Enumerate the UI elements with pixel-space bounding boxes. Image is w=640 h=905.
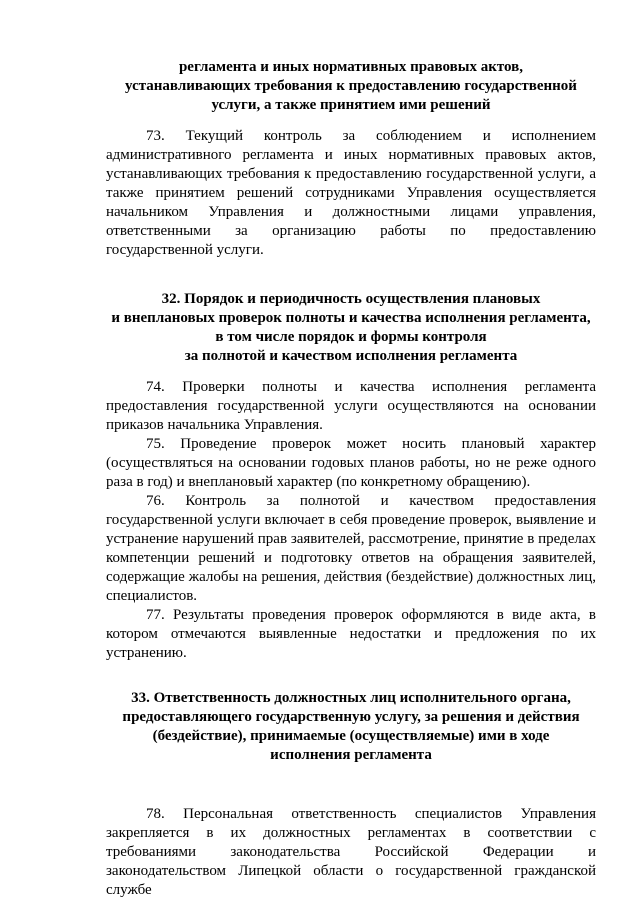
heading-line: за полнотой и качеством исполнения регламента <box>184 348 518 364</box>
heading-line: предоставляющего государственную услугу, за решения и действия <box>122 709 580 725</box>
section-heading-32 <box>106 290 596 366</box>
section-heading-top <box>106 58 596 115</box>
section-heading-33 <box>106 689 596 765</box>
heading-line: и внеплановых проверок полноты и качества исполнения регламента, <box>111 310 591 326</box>
heading-line: услуги, а также принятием ими решений <box>211 97 491 113</box>
paragraph-74: 74. Проверки полноты и качества исполнения регламента предоставления государственной услуги осуществляются на основании приказов начальника Управления. <box>106 379 596 433</box>
heading-line: устанавливающих требования к предоставлению государственной <box>125 78 577 94</box>
paragraph-77: 77. Результаты проведения проверок оформляются в виде акта, в котором отмечаются выявленные недостатки и предложения по их устранению. <box>106 607 596 661</box>
heading-line: 33. Ответственность должностных лиц исполнительного органа, <box>131 690 571 706</box>
paragraph-73: 73. Текущий контроль за соблюдением и исполнением административного регламента и иных нормативных правовых актов, устанавливающих требования к предоставлению государственной услуги, а также принятием решений сотрудниками Управления осуществляется начальником Управления и должностными лицами управления, ответственными за организацию работы по предоставлению государственной услуги. <box>106 128 596 258</box>
heading-line: регламента и иных нормативных правовых актов, <box>178 59 524 75</box>
paragraph-78: 78. Персональная ответственность специалистов Управления закрепляется в их должностных регламентах в соответствии с требованиями законодательства Российской Федерации и законодательством Липецкой области о государственной гражданской службе <box>106 806 596 898</box>
heading-line: (бездействие), принимаемые (осуществляемые) ими в ходе <box>152 728 550 744</box>
heading-line: исполнения регламента <box>270 747 432 763</box>
heading-line: 32. Порядок и периодичность осуществления плановых <box>161 291 541 307</box>
document-page <box>106 58 596 900</box>
paragraph-76: 76. Контроль за полнотой и качеством предоставления государственной услуги включает в себя проведение проверок, выявление и устранение нарушений прав заявителей, рассмотрение, принятие в пределах компетенции решений и подготовку ответов на обращения заявителей, содержащие жалобы на решения, действия (бездействие) должностных лиц, специалистов. <box>106 493 596 604</box>
paragraph-75: 75. Проведение проверок может носить плановый характер (осуществляться на основании годовых планов работы, но не реже одного раза в год) и внеплановый характер (по конкретному обращению). <box>106 436 596 490</box>
heading-line: в том числе порядок и формы контроля <box>215 329 487 345</box>
